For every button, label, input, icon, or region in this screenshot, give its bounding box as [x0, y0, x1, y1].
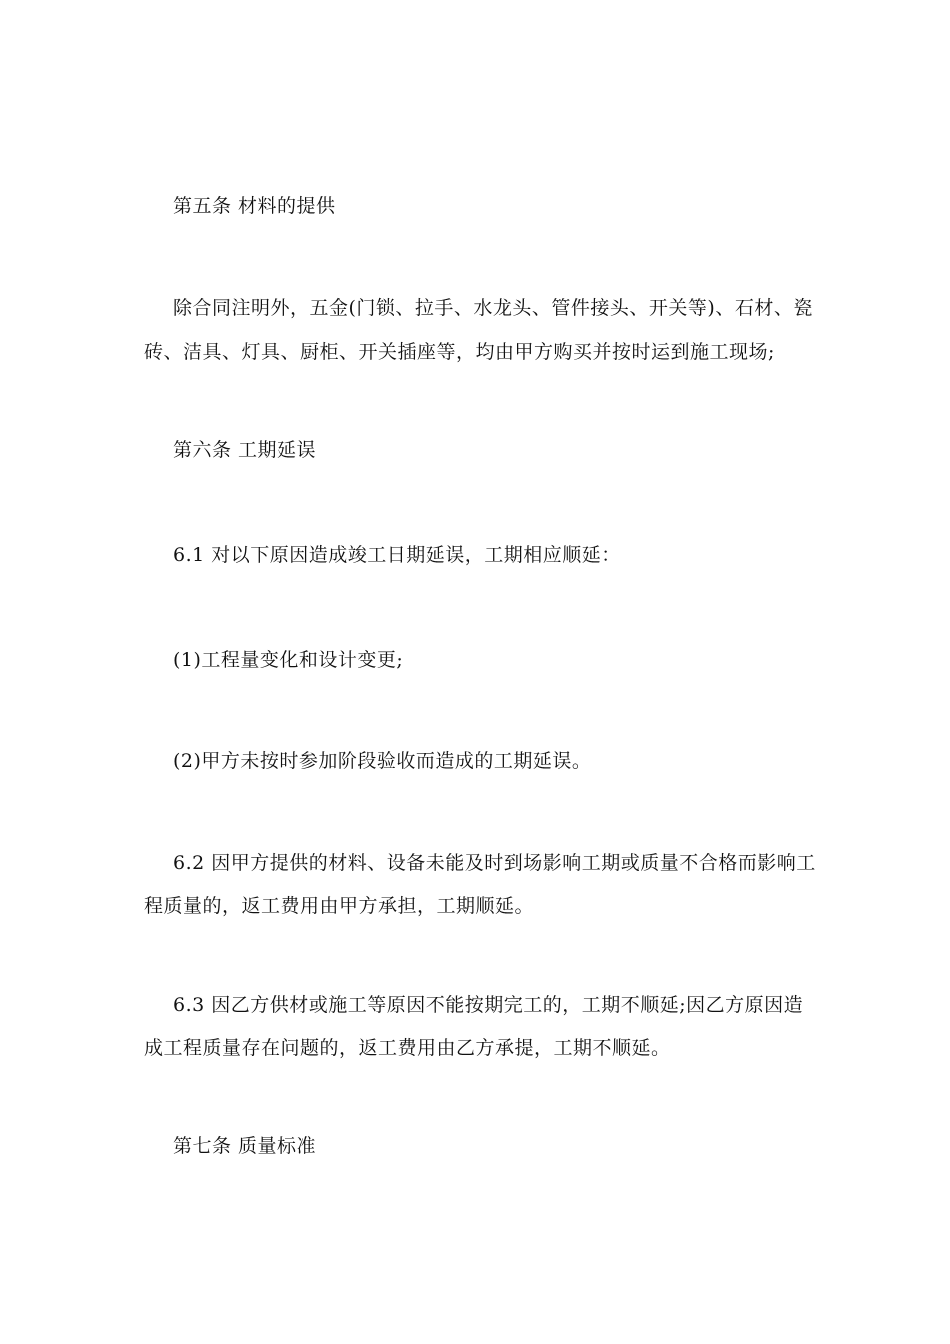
clause-6-3: 6.3 因乙方供材或施工等原因不能按期完工的，工期不顺延;因乙方原因造 — [173, 994, 804, 1016]
clause-6-2: 6.2 因甲方提供的材料、设备未能及时到场影响工期或质量不合格而影响工 — [173, 852, 816, 874]
heading-article-6: 第六条 工期延误 — [173, 439, 317, 461]
list-item-2: (2)甲方未按时参加阶段验收而造成的工期延误。 — [173, 750, 592, 772]
heading-article-5: 第五条 材料的提供 — [173, 195, 336, 217]
paragraph-line: 除合同注明外，五金(门锁、拉手、水龙头、管件接头、开关等)、石材、瓷 — [173, 297, 813, 319]
clause-6-1: 6.1 对以下原因造成竣工日期延误，工期相应顺延： — [173, 544, 621, 566]
paragraph-line: 砖、洁具、灯具、厨柜、开关插座等，均由甲方购买并按时运到施工现场; — [144, 341, 775, 363]
paragraph-line: 程质量的，返工费用由甲方承担，工期顺延。 — [144, 895, 535, 917]
heading-article-7: 第七条 质量标准 — [173, 1135, 317, 1157]
paragraph-line: 成工程质量存在问题的，返工费用由乙方承提，工期不顺延。 — [144, 1037, 671, 1059]
list-item-1: (1)工程量变化和设计变更; — [173, 649, 404, 671]
